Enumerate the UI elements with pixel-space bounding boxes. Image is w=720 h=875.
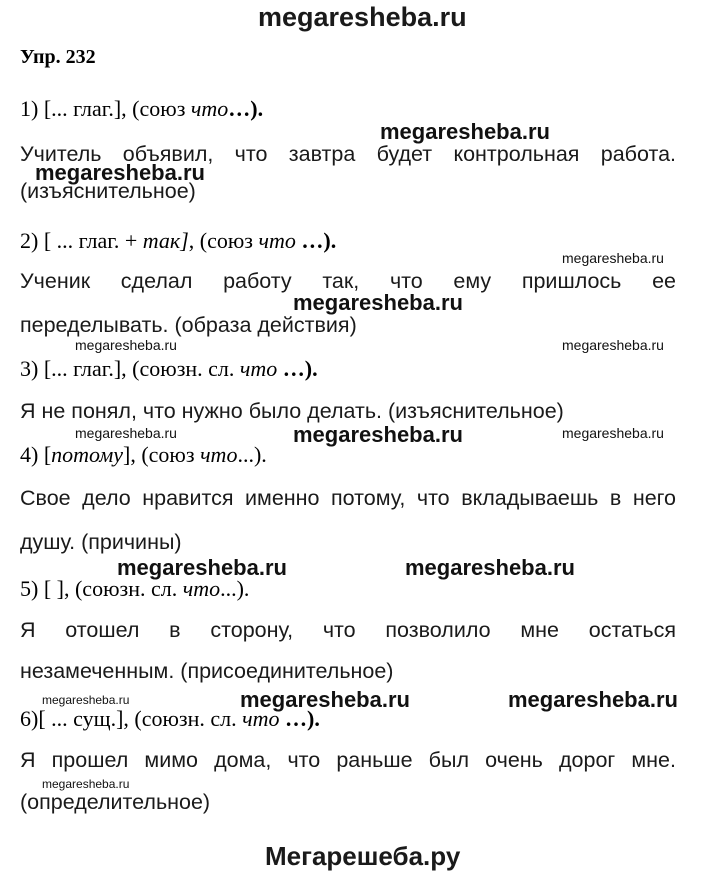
sentence-3-line1: Я не понял, что нужно было делать. (изъяснительное) <box>20 399 564 423</box>
scheme-3-part: 3) [... глаг.], (союзн. сл. <box>20 356 240 381</box>
scheme-3 <box>20 356 318 382</box>
watermark: megaresheba.ru <box>75 337 177 353</box>
scheme-5-conj: что <box>182 576 221 601</box>
watermark: megaresheba.ru <box>42 693 130 707</box>
watermark: megaresheba.ru <box>293 422 463 447</box>
watermark: megaresheba.ru <box>75 425 177 441</box>
scheme-4-end: ...). <box>237 442 267 467</box>
sentence-1-line1: Учитель объявил, что завтра будет контрольная работа. <box>20 142 676 166</box>
sentence-2-line2: переделывать. (образа действия) <box>20 313 357 337</box>
scheme-6 <box>20 706 320 732</box>
sentence-4-line2: душу. (причины) <box>20 530 182 554</box>
site-header: megaresheba.ru <box>258 2 467 32</box>
sentence-6-line1: Я прошел мимо дома, что раньше был очень дорог мне. <box>20 748 676 772</box>
scheme-2-part: , (союз <box>188 228 259 253</box>
scheme-5-part: 5) [ ], (союзн. сл. <box>20 576 183 601</box>
watermark: megaresheba.ru <box>508 687 678 712</box>
scheme-5 <box>20 576 249 602</box>
watermark: megaresheba.ru <box>405 555 575 580</box>
watermark: megaresheba.ru <box>562 250 664 266</box>
scheme-3-conj: что <box>239 356 278 381</box>
scheme-2-part: 2) [ ... глаг. + <box>20 228 143 253</box>
scheme-1 <box>20 96 263 122</box>
scheme-5-end: ...). <box>220 576 250 601</box>
scheme-2-tak: так] <box>142 228 189 253</box>
scheme-4-potomu: потому <box>51 442 124 467</box>
scheme-2 <box>20 228 336 254</box>
scheme-1-conj: что <box>190 96 229 121</box>
scheme-6-conj: что <box>242 706 280 731</box>
watermark: megaresheba.ru <box>562 337 664 353</box>
scheme-1-end: …). <box>228 96 264 121</box>
scheme-6-end: …). <box>279 706 320 731</box>
footer-brand: Мегарешеба.ру <box>265 841 461 871</box>
exercise-title: Упр. 232 <box>20 46 96 68</box>
sentence-5-line2: незамеченным. (присоединительное) <box>20 659 394 683</box>
scheme-1-part: 1) [... глаг.], (союз <box>20 96 191 121</box>
sentence-6-line2: (определительное) <box>20 790 211 814</box>
watermark: megaresheba.ru <box>562 425 664 441</box>
scheme-6-part: 6)[ ... сущ.], (союзн. сл. <box>20 706 243 731</box>
scheme-2-conj: что <box>258 228 296 253</box>
scheme-4-conj: что <box>200 442 238 467</box>
watermark: megaresheba.ru <box>293 290 463 315</box>
scheme-4 <box>20 442 267 468</box>
watermark: megaresheba.ru <box>35 160 205 185</box>
sentence-1-line2: (изъяснительное) <box>20 179 196 203</box>
scheme-4-part: ], (союз <box>123 442 201 467</box>
scheme-3-end: …). <box>277 356 318 381</box>
watermark: megaresheba.ru <box>240 687 410 712</box>
sentence-4-line1: Свое дело нравится именно потому, что вкладываешь в него <box>20 486 676 510</box>
scheme-4-part: 4) [ <box>20 442 52 467</box>
watermark: megaresheba.ru <box>42 777 130 791</box>
sentence-2-line1: Ученик сделал работу так, что ему пришлось ее <box>20 269 676 293</box>
sentence-5-line1: Я отошел в сторону, что позволило мне остаться <box>20 618 676 642</box>
scheme-2-end: …). <box>295 228 337 253</box>
watermark: megaresheba.ru <box>380 119 550 144</box>
watermark: megaresheba.ru <box>117 555 287 580</box>
